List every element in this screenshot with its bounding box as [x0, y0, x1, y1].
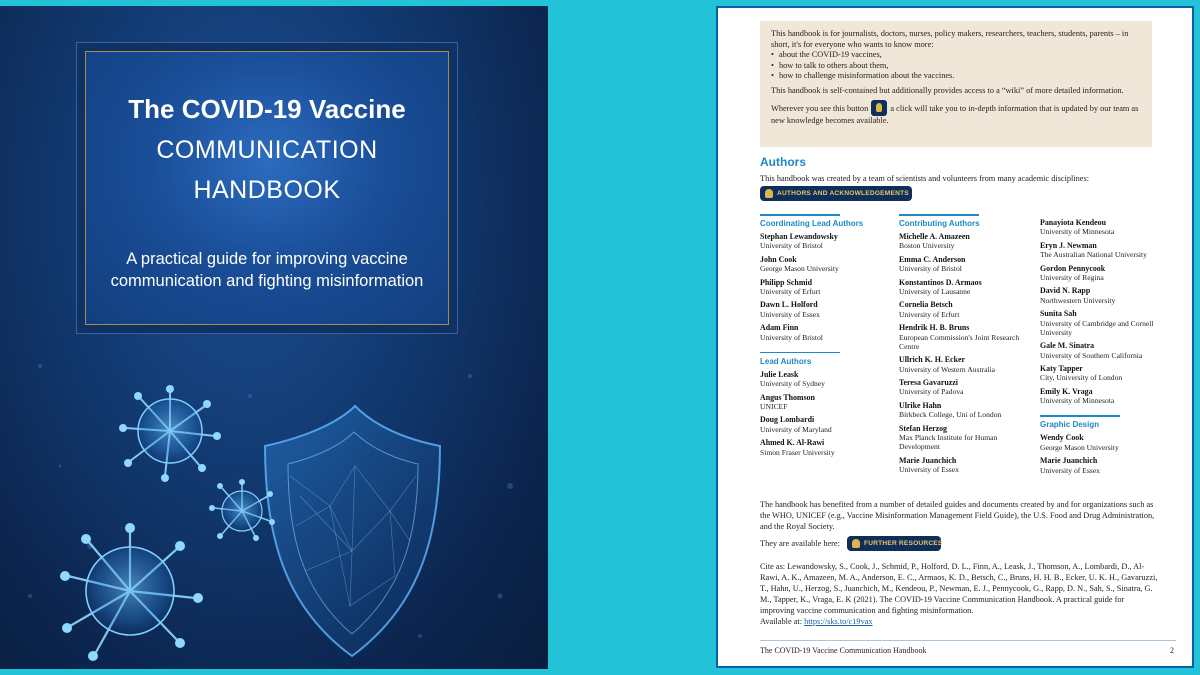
handbook-page [716, 6, 1194, 668]
button-note-after: a click will take you to in-depth information that is updated by our team as new knowledge becomes available. [771, 103, 1139, 125]
intro-bullet: • how to challenge misinformation about the vaccines. [771, 71, 1142, 82]
further-resources-button[interactable] [847, 536, 941, 551]
author-entry [899, 232, 1031, 251]
resources-paragraph: The handbook has benefited from a number of detailed guides and documents created by and for organizations such as the WHO, UNICEF (e.g., Vaccine Misinformation Management Field Guide), the U.S. Food and Drug Administration, and the Royal Society. [760, 500, 1155, 531]
intro-box [760, 21, 1152, 147]
author-name: Konstantinos D. Armaos [899, 277, 982, 287]
author-name: Michelle A. Amazeen [899, 232, 970, 241]
author-affiliation: University of Maryland [760, 424, 832, 434]
author-affiliation: University of Essex [899, 464, 959, 474]
lightbulb-icon [852, 539, 860, 548]
author-affiliation: UNICEF [760, 402, 788, 411]
cover-title-line-1: The COVID-19 Vaccine [128, 94, 406, 124]
author-entry [899, 456, 1031, 475]
author-affiliation: George Mason University [1040, 442, 1119, 452]
authors-button-label: AUTHORS AND ACKNOWLEDGEMENTS [777, 190, 909, 197]
author-entry [1040, 309, 1172, 337]
author-entry [1040, 341, 1172, 360]
author-affiliation: University of Padova [899, 387, 964, 397]
author-affiliation: University of Cambridge and Cornell University [1040, 318, 1154, 337]
author-name: Sunita Sah [1040, 309, 1077, 319]
author-entry [760, 278, 892, 297]
footer-divider [760, 640, 1176, 641]
author-affiliation: University of Minnesota [1040, 227, 1115, 237]
author-affiliation: Max Planck Institute for Human Development [899, 432, 998, 452]
author-name: David N. Rapp [1040, 286, 1091, 296]
coordinating-heading: Coordinating Lead Authors [760, 218, 892, 228]
author-affiliation: University of Erfurt [899, 309, 960, 319]
author-affiliation: University of Essex [1040, 465, 1100, 475]
handbook-link[interactable]: https://sks.to/c19vax [804, 617, 873, 626]
author-name: Ahmed K. Al-Rawi [760, 438, 825, 448]
author-entry [760, 323, 892, 342]
author-entry [1040, 433, 1172, 452]
shield-icon [265, 406, 440, 656]
cover-title-panel [85, 51, 449, 325]
author-entry [1040, 456, 1172, 475]
author-name: Philipp Schmid [760, 277, 812, 287]
author-entry [899, 424, 1031, 452]
citation-block [760, 561, 1160, 627]
author-name: Dawn L. Holford [760, 300, 818, 310]
author-entry [760, 255, 892, 274]
author-entry [760, 370, 892, 389]
author-affiliation: University of Bristol [899, 264, 962, 274]
author-affiliation: University of Minnesota [1040, 396, 1115, 406]
button-note-before: Wherever you see this button [771, 103, 869, 113]
virus-shield-illustration [0, 336, 548, 669]
intro-bullets [771, 50, 1142, 82]
author-affiliation: European Commission's Joint Research Centre [899, 332, 1020, 351]
authors-column-1 [760, 218, 892, 461]
wiki-button-icon[interactable] [871, 100, 887, 116]
author-name: Julie Leask [760, 369, 799, 379]
intro-wiki-note: This handbook is self-contained but additionally provides access to a “wiki” of more detailed information. [771, 85, 1124, 95]
author-entry [760, 438, 892, 457]
author-name: Panayiota Kendeou [1040, 218, 1106, 227]
virus-icon [119, 385, 221, 482]
available-at-label: Available at: [760, 617, 803, 626]
author-affiliation: City, University of London [1040, 373, 1123, 383]
author-name: Eryn J. Newman [1040, 240, 1097, 250]
virus-icon [60, 523, 203, 661]
authors-and-acknowledgements-button[interactable] [760, 186, 912, 201]
author-affiliation: University of Essex [760, 309, 820, 319]
citation-text: Cite as: Lewandowsky, S., Cook, J., Schmid, P., Holford, D. L., Finn, A., Leask, J., Thomson, A., Lombardi, D., Al-Rawi, A. K., Amazeen, M. A., Anderson, E. C., Armaos, K. D., Betsch, C., Bruns, H. H. B., Ecker, U. K. H., Gavaruzzi, T., Hahn, U., Herzog, S., Juanchich, M., Kendeou, P., Newman, E. J., Pennycook, G., Rapp, D. N., Sah, S., Sinatra, G. M., Tapper, K., Vraga, E. K (2021). The COVID-19 Vaccine Communication Handbook. A practical guide for improving vaccine communication and fighting misinformation. [760, 562, 1158, 615]
author-name: John Cook [760, 254, 797, 264]
author-affiliation: University of Sydney [760, 379, 825, 389]
virus-icon [209, 479, 275, 541]
cover-subtitle: A practical guide for improving vaccine communication and fighting misinformation [110, 250, 424, 290]
author-name: Angus Thomson [760, 392, 815, 402]
author-affiliation: University of Regina [1040, 273, 1104, 282]
author-entry [1040, 241, 1172, 260]
author-affiliation: University of Erfurt [760, 287, 821, 296]
author-name: Gale M. Sinatra [1040, 341, 1095, 351]
authors-column-3 [1040, 218, 1172, 479]
author-entry [899, 255, 1031, 274]
authors-column-2 [899, 218, 1031, 478]
author-entry [760, 232, 892, 251]
author-name: Doug Lombardi [760, 415, 815, 425]
author-entry [760, 415, 892, 434]
author-name: Stephan Lewandowsky [760, 232, 838, 241]
authors-heading: Authors [760, 155, 806, 169]
author-affiliation: Simon Fraser University [760, 447, 835, 457]
handbook-cover [0, 6, 548, 669]
author-name: Gordon Pennycook [1040, 263, 1106, 273]
author-affiliation: Boston University [899, 241, 955, 251]
author-name: Marie Juanchich [899, 455, 957, 465]
page-number: 2 [1170, 646, 1174, 655]
author-name: Emma C. Anderson [899, 254, 966, 264]
author-entry [1040, 286, 1172, 305]
author-entry [760, 393, 892, 412]
intro-bullet: • about the COVID-19 vaccines, [771, 50, 1142, 61]
intro-bullet: • how to talk to others about them, [771, 61, 1142, 72]
available-here-label: They are available here: [760, 539, 840, 548]
author-entry [1040, 387, 1172, 406]
author-affiliation: The Australian National University [1040, 250, 1147, 260]
author-name: Adam Finn [760, 323, 799, 333]
graphic-design-heading: Graphic Design [1040, 419, 1172, 429]
intro-lead: This handbook is for journalists, doctors, nurses, policy makers, researchers, teachers, students, parents – in short, it's for everyone who wants to know more: [771, 29, 1129, 49]
author-affiliation: George Mason University [760, 264, 839, 274]
author-entry [760, 300, 892, 319]
author-name: Cornelia Betsch [899, 300, 953, 310]
author-name: Wendy Cook [1040, 433, 1084, 443]
author-affiliation: University of Bristol [760, 332, 823, 342]
author-name: Ulrike Hahn [899, 400, 942, 410]
author-entry [899, 300, 1031, 319]
author-entry [899, 278, 1031, 297]
author-entry [899, 378, 1031, 397]
contributing-heading: Contributing Authors [899, 218, 1031, 228]
author-name: Ullrich K. H. Ecker [899, 355, 965, 365]
intro-button-note [771, 100, 1142, 127]
author-affiliation: University of Bristol [760, 241, 823, 251]
author-affiliation: University of Southern California [1040, 350, 1143, 360]
author-affiliation: Birkbeck College, Uni of London [899, 410, 1002, 420]
author-name: Stefan Herzog [899, 423, 947, 433]
author-entry [899, 355, 1031, 374]
author-name: Katy Tapper [1040, 363, 1083, 373]
resources-button-label: FURTHER RESOURCES [864, 540, 943, 547]
author-affiliation: University of Western Australia [899, 364, 996, 374]
author-entry [1040, 264, 1172, 283]
author-name: Teresa Gavaruzzi [899, 377, 958, 387]
authors-description: This handbook was created by a team of scientists and volunteers from many academic disciplines: [760, 174, 1090, 183]
footer-title: The COVID-19 Vaccine Communication Handbook [760, 646, 927, 655]
author-affiliation: Northwestern University [1040, 295, 1116, 305]
author-entry [899, 323, 1031, 351]
author-affiliation: University of Lausanne [899, 287, 971, 296]
lead-heading: Lead Authors [760, 356, 892, 366]
cover-title-line-2: COMMUNICATION [156, 136, 378, 164]
author-entry [1040, 218, 1172, 237]
cover-title-box [76, 42, 458, 334]
author-entry [1040, 364, 1172, 383]
author-name: Hendrik H. B. Bruns [899, 323, 970, 333]
lightbulb-icon [765, 189, 773, 198]
author-name: Marie Juanchich [1040, 456, 1098, 466]
cover-title-line-3: HANDBOOK [193, 176, 341, 204]
author-entry [899, 401, 1031, 420]
author-name: Emily K. Vraga [1040, 386, 1093, 396]
